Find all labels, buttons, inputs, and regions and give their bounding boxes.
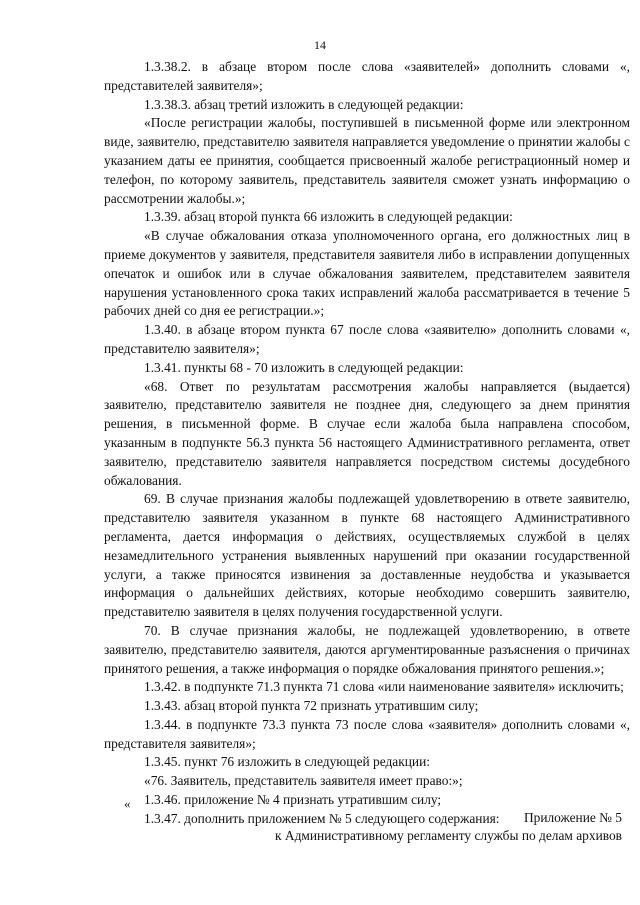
paragraph: 1.3.47. дополнить приложением № 5 следующего содержания:: [144, 810, 500, 826]
page-number: 14: [314, 38, 326, 52]
appendix-subtitle: к Административному регламенту службы по делам архивов: [275, 828, 622, 843]
paragraph: 1.3.44. в подпункте 73.3 пункта 73 после слова «заявителя» дополнить словами «, представителя заявителя»;: [104, 716, 630, 751]
document-body: [104, 58, 630, 829]
paragraph: 1.3.41. пункты 68 - 70 изложить в следующей редакции:: [144, 359, 464, 375]
paragraph: 69. В случае признания жалобы подлежащей удовлетворению в ответе заявителю, представителю заявителя указанном в пункте 68 настоящего Административного регламента, дается информация о действиях, осуществляемых службой в целях незамедлительного устранения выявленных нарушений при оказании государственной услуги, а также приносятся извинения за доставленные неудобства и указывается информация о дальнейших действиях, которые необходимо совершить заявителю, представителю заявителя в целях получения государственной услуги.: [104, 491, 630, 620]
paragraph: 1.3.43. абзац второй пункта 72 признать утратившим силу;: [144, 698, 479, 714]
paragraph: 1.3.45. пункт 76 изложить в следующей редакции:: [144, 754, 430, 770]
paragraph: 1.3.40. в абзаце втором пункта 67 после слова «заявителю» дополнить словами «, представителю заявителя»;: [104, 322, 630, 356]
opening-quote-mark: «: [124, 796, 131, 811]
paragraph: 1.3.38.2. в абзаце втором после слова «заявителей» дополнить словами «, представителей заявителя»;: [104, 59, 630, 93]
paragraph: «В случае обжалования отказа уполномоченного органа, его должностных лиц в приеме документов у заявителя, представителя заявителя либо в исправлении допущенных опечаток и ошибок или в случае обжалования заявителем, представителем заявителя нарушения установленного срока таких исправлений жалоба рассматривается в течение 5 рабочих дней со дня ее регистрации.»;: [104, 228, 630, 319]
paragraph: 1.3.39. абзац второй пункта 66 изложить в следующей редакции:: [144, 209, 513, 225]
paragraph: 70. В случае признания жалобы, не подлежащей удовлетворению, в ответе заявителю, представителю заявителя, даются аргументированные разъяснения о причинах принятого решения, а также информация о порядке обжалования принятого решения.»;: [104, 622, 630, 676]
paragraph: 1.3.46. приложение № 4 признать утратившим силу;: [144, 792, 442, 808]
paragraph: 1.3.38.3. абзац третий изложить в следующей редакции:: [144, 96, 464, 112]
paragraph: «После регистрации жалобы, поступившей в письменной форме или электронном виде, заявителю, представителю заявителя направляется уведомление о принятии жалобы с указанием даты ее принятия, сообщается присвоенный жалобе регистрационный номер и телефон, по которому заявитель, представитель заявителя сможет узнать информацию о рассмотрении жалобы.»;: [104, 115, 630, 206]
paragraph: «68. Ответ по результатам рассмотрения жалобы направляется (выдается) заявителю, представителю заявителя не позднее дня, следующего за днем принятия решения, в письменной форме. В случае если жалоба была направлена способом, указанным в подпункте 56.3 пункта 56 настоящего Административного регламента, ответ заявителю, представителю заявителя направляется посредством системы досудебного обжалования.: [104, 378, 630, 488]
appendix-title: Приложение № 5: [523, 810, 622, 825]
paragraph: «76. Заявитель, представитель заявителя имеет право:»;: [144, 773, 463, 789]
paragraph: 1.3.42. в подпункте 71.3 пункта 71 слова «или наименование заявителя» исключить;: [144, 679, 624, 695]
